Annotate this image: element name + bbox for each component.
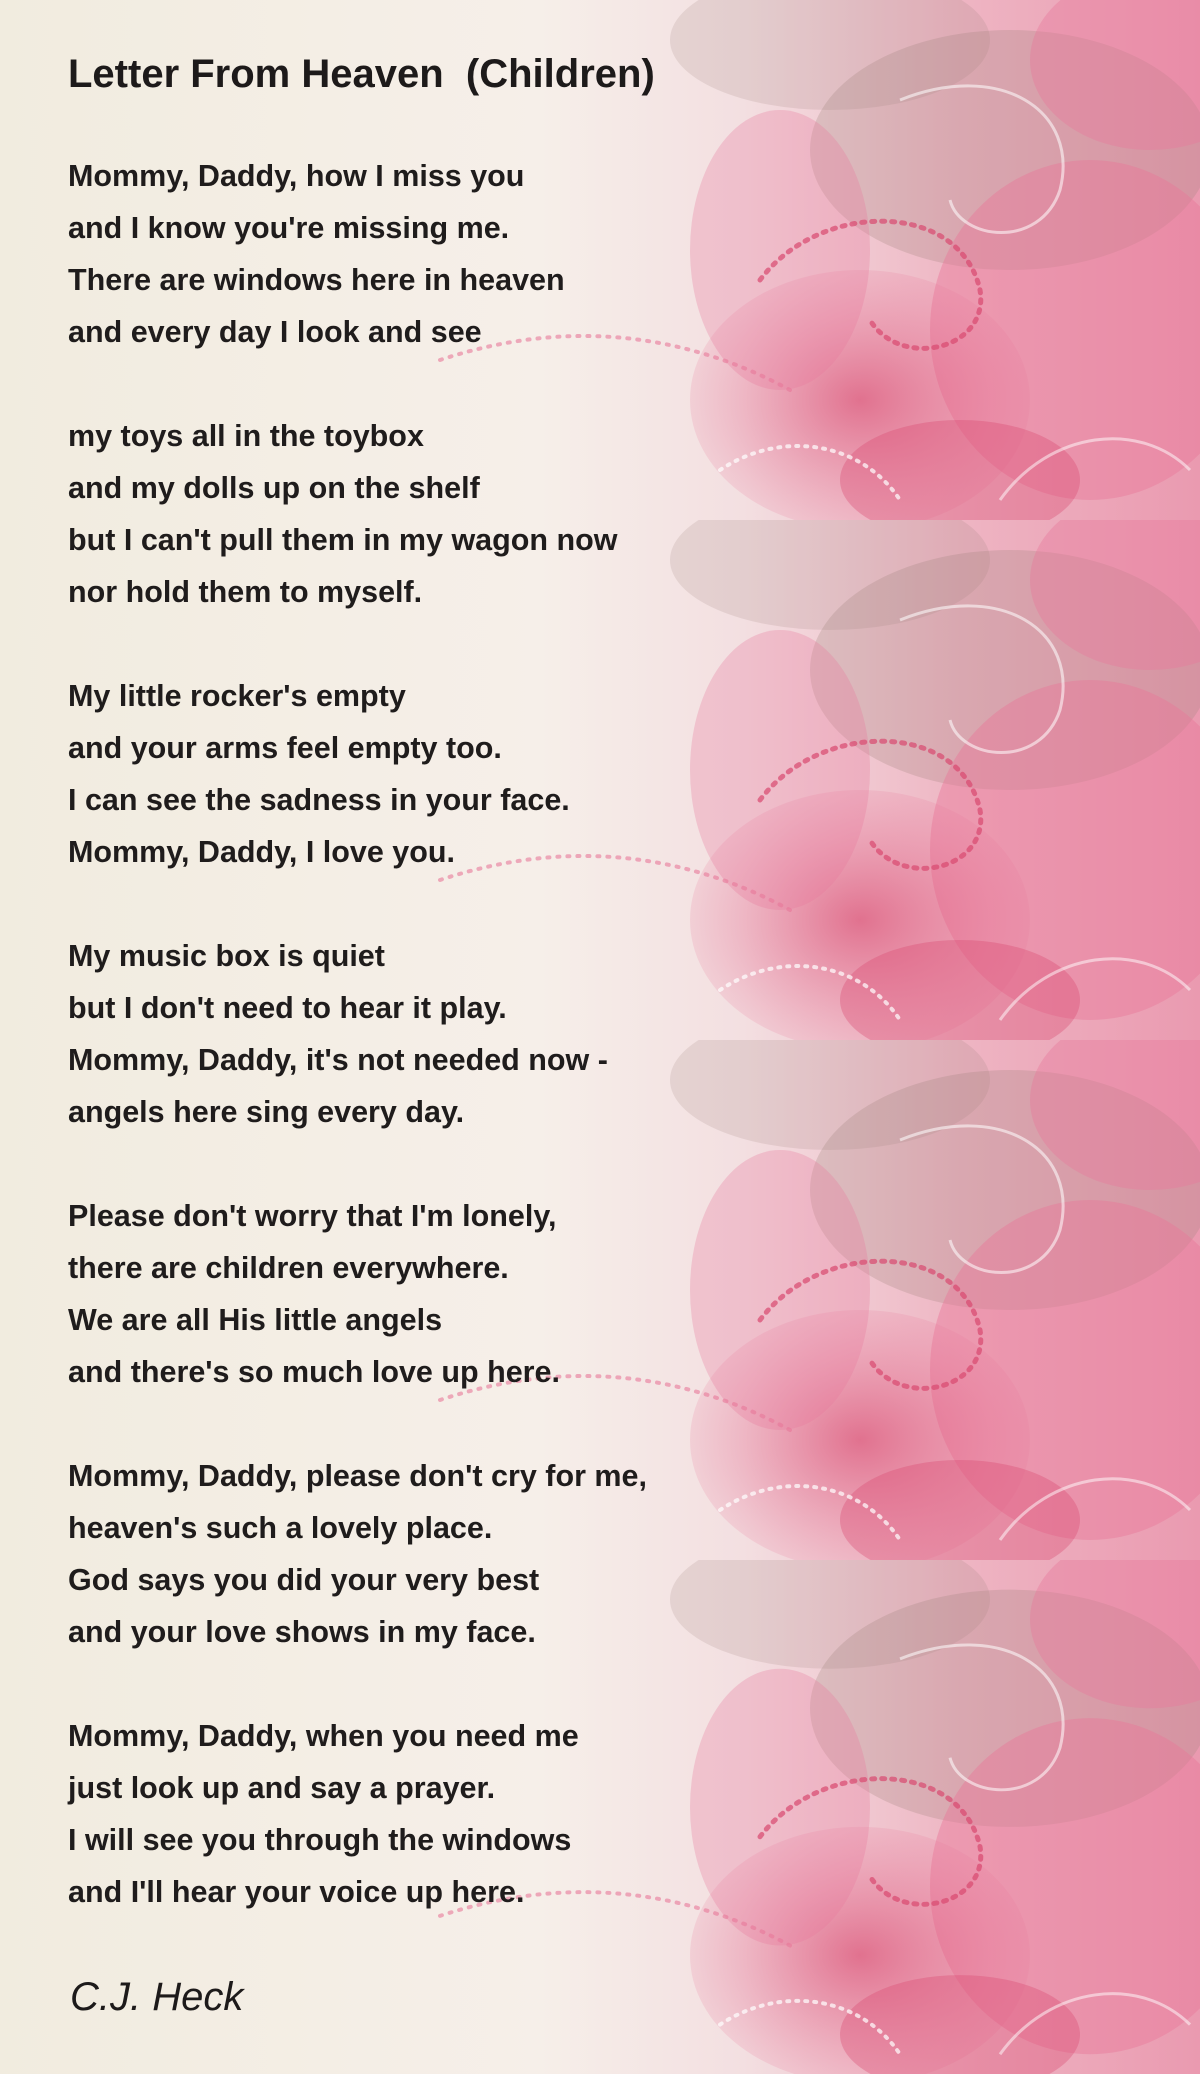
author-signature: C.J. Heck (70, 1975, 244, 2019)
poem-line: angels here sing every day. (68, 1095, 465, 1129)
poem-line: Mommy, Daddy, how I miss you (68, 159, 525, 193)
stanza (68, 410, 617, 618)
poem-line: There are windows here in heaven (68, 263, 565, 297)
stanza (68, 1450, 647, 1658)
poem-line: God says you did your very best (68, 1563, 540, 1597)
poem-line: and your love shows in my face. (68, 1615, 536, 1649)
poem-line: and I know you're missing me. (68, 211, 510, 245)
poem-line: and my dolls up on the shelf (68, 471, 480, 505)
poem-line: We are all His little angels (68, 1303, 443, 1337)
poem-line: and there's so much love up here. (68, 1355, 560, 1389)
poem-line: there are children everywhere. (68, 1251, 509, 1285)
stanza (68, 150, 565, 358)
poem-line: Mommy, Daddy, please don't cry for me, (68, 1459, 647, 1493)
poem-line: Mommy, Daddy, when you need me (68, 1719, 579, 1753)
poem-line: heaven's such a lovely place. (68, 1511, 493, 1545)
stanza (68, 1710, 579, 1918)
poem-line: nor hold them to myself. (68, 575, 423, 609)
poem-line: I will see you through the windows (68, 1823, 572, 1857)
stanza (68, 1190, 560, 1398)
poem-line: Mommy, Daddy, it's not needed now - (68, 1043, 608, 1077)
poem-line: my toys all in the toybox (68, 419, 424, 453)
poem-line: and your arms feel empty too. (68, 731, 502, 765)
poem-line: My music box is quiet (68, 939, 385, 973)
poem-line: My little rocker's empty (68, 679, 406, 713)
poem-line: Please don't worry that I'm lonely, (68, 1199, 557, 1233)
poem-line: but I don't need to hear it play. (68, 991, 507, 1025)
poem-line: but I can't pull them in my wagon now (68, 523, 618, 557)
poem-line: just look up and say a prayer. (68, 1771, 496, 1805)
poem-line: and I'll hear your voice up here. (68, 1875, 525, 1909)
poem-title: Letter From Heaven (Children) (68, 52, 655, 96)
stanza (68, 670, 570, 878)
stanza (68, 930, 608, 1138)
poem-line: I can see the sadness in your face. (68, 783, 570, 817)
poem-line: and every day I look and see (68, 315, 482, 349)
poem-line: Mommy, Daddy, I love you. (68, 835, 455, 869)
